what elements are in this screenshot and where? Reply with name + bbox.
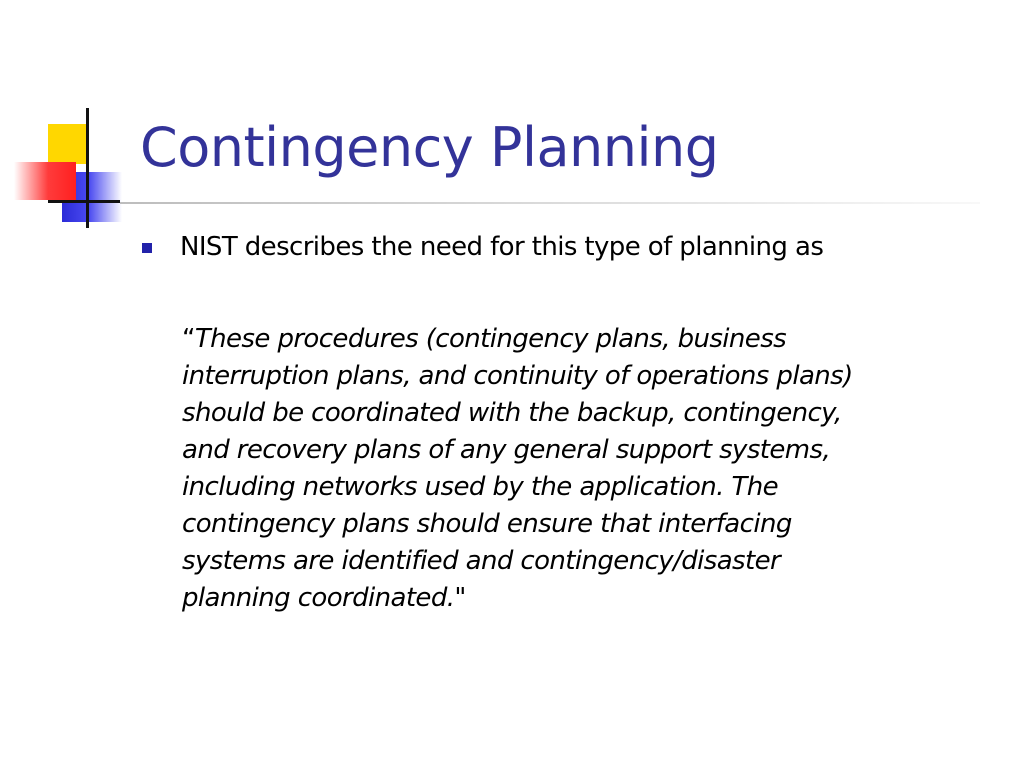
quote-line	[182, 580, 998, 617]
quote-line: including networks used by the application. The	[182, 472, 779, 502]
yellow-square	[48, 124, 88, 164]
open-quote-mark: “	[182, 324, 195, 354]
nist-quote	[182, 321, 998, 617]
close-quote-mark: "	[454, 583, 466, 613]
quote-line: contingency plans should ensure that interfacing	[182, 509, 792, 539]
quote-line: should be coordinated with the backup, contingency,	[182, 398, 842, 428]
quote-line-text: These procedures (contingency plans, business	[194, 324, 787, 354]
slide-title: Contingency Planning	[140, 116, 719, 179]
vertical-rule	[86, 108, 89, 228]
red-square	[14, 162, 76, 200]
corner-ornament	[0, 0, 160, 240]
quote-line: interruption plans, and continuity of operations plans)	[182, 361, 853, 391]
bullet-square-icon	[142, 243, 152, 253]
quote-line: and recovery plans of any general support systems,	[182, 435, 831, 465]
bullet-item	[142, 232, 823, 262]
quote-line: systems are identified and contingency/disaster	[182, 546, 781, 576]
title-underline	[120, 202, 980, 204]
quote-line-text: planning coordinated.	[182, 583, 455, 613]
bullet-text: NIST describes the need for this type of planning as	[180, 232, 824, 262]
quote-line	[182, 321, 998, 358]
horizontal-rule	[48, 200, 120, 203]
